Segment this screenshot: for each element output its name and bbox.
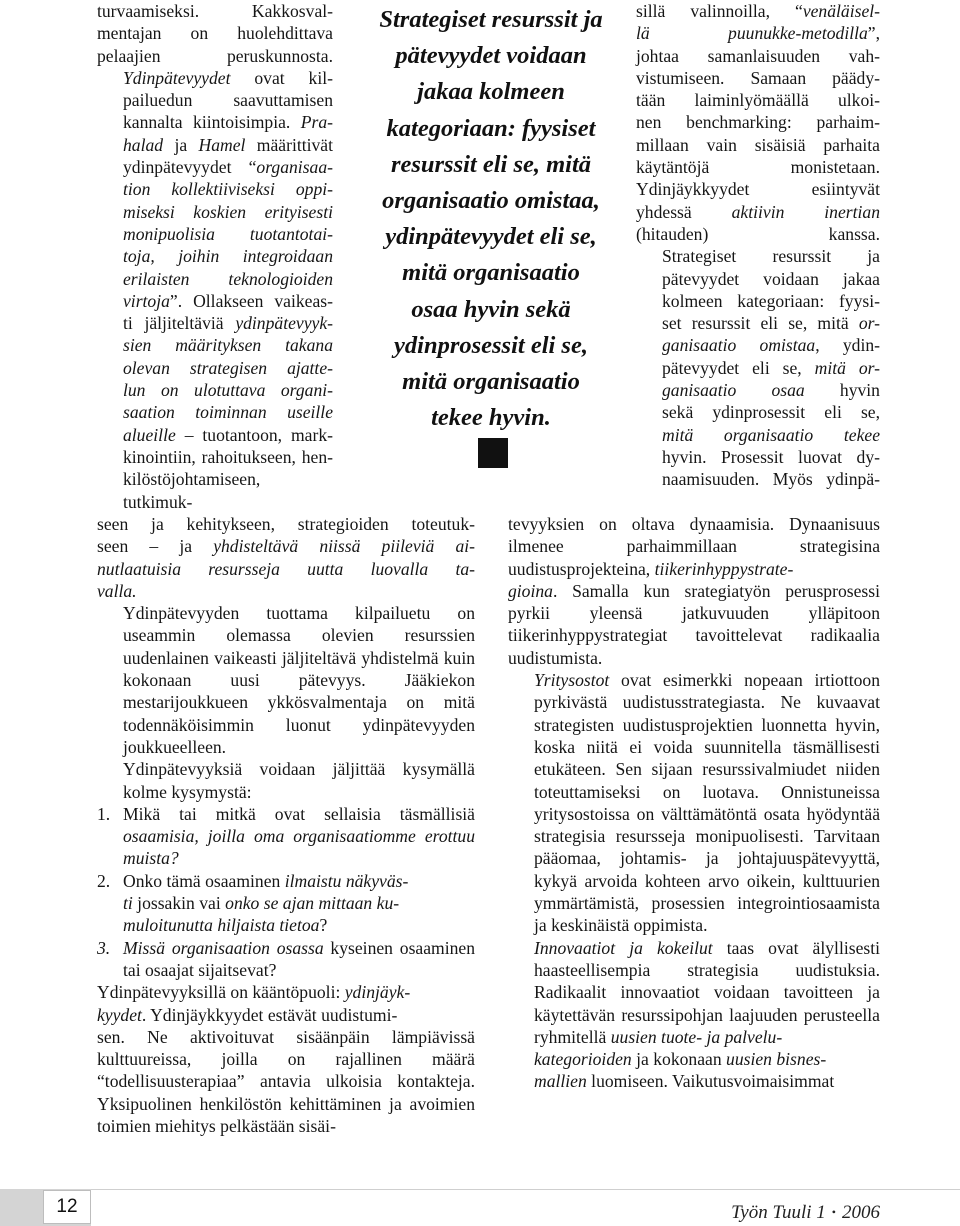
text-run: kolmeen kategoriaan: fyysi-	[662, 290, 880, 311]
italic-text: ti	[123, 893, 133, 914]
text-run: naamisuuden. Myös ydinpä-	[662, 469, 880, 490]
list-item	[97, 937, 475, 982]
pull-quote-line: pätevyydet voidaan	[395, 42, 587, 70]
paragraph: Ydinpätevyyden tuottama kilpailuetu on useammin olemassa olevien resurssien uudenlainen vaikeasti jäljiteltävä yhdistelmä kuin kokonaan uusi pätevyys. Jääkiekon mestarijoukkueen ykkösvalmentaja on mitä todennäköisimmin luonut ydinpätevyyden joukkueelleen.	[123, 603, 475, 757]
left-wide-column	[97, 513, 475, 1137]
text-run: tään laiminlyömäällä ulkoi-	[636, 90, 880, 111]
text-run: ja kokonaan	[631, 1049, 727, 1070]
italic-text: ydinpätevyyk-	[235, 313, 333, 334]
issue-number: 1	[816, 1202, 826, 1223]
text-run: pätevyydet voidaan jakaa	[662, 268, 880, 289]
text-run: yhdessä	[636, 201, 732, 222]
text-run: ”,	[867, 23, 880, 44]
text-run: – tuotantoon, mark-	[175, 424, 333, 445]
text-run: . Samalla kun srategiatyön perusprosessi pyrkii yleensä jatkuvuuden ylläpitoon tiikerinhyppystrategiat tavoittelevat radikaalia uudistumista.	[508, 580, 880, 668]
italic-text: erilaisten teknologioiden	[123, 268, 333, 289]
text-run: kinointiin, rahoitukseen, hen-	[123, 446, 333, 467]
text-run: ydinpätevyydet “	[123, 157, 257, 178]
italic-text: miseksi koskien erityisesti	[123, 201, 333, 222]
text-line: pelaajien peruskunnosta.	[97, 45, 333, 66]
magazine-footer	[731, 1200, 880, 1225]
italic-text: uusien tuote- ja palvelu-	[610, 1026, 783, 1047]
text-run: Onko tämä osaaminen	[123, 870, 285, 891]
text-run: kannalta kiintoisimpia.	[123, 112, 301, 133]
text-run: kyseinen osaaminen tai osaajat sijaitsevat?	[123, 937, 476, 980]
italic-text: ilmaistu näkyväs-	[284, 870, 409, 891]
italic-text: Ydinpätevyydet	[123, 67, 231, 88]
pull-quote-line: osaa hyvin sekä	[411, 295, 571, 323]
list-item	[97, 803, 475, 870]
italic-text: mitä or-	[814, 357, 881, 378]
text-run: seen – ja	[97, 536, 214, 557]
text-run: sen. Ne aktivoituvat sisäänpäin lämpiävissä kulttuureissa, joilla on rajallinen määrä “todellisuusterapiaa” antavia ulkoisia kontakteja. Yksipuolinen henkilöstön kehittäminen ja avoimien toimien miehitys pelkästään sisäi-	[97, 1026, 475, 1137]
italic-text: Missä organisaation osassa	[123, 937, 324, 958]
italic-text: monipuolisia tuotantotai-	[123, 223, 333, 244]
text-run: , ydin-	[815, 335, 880, 356]
text-run: hyvin. Prosessit luovat dy-	[662, 446, 880, 467]
pull-quote	[356, 2, 626, 436]
pull-quote-line: tekee hyvin.	[431, 404, 551, 432]
italic-text: ydinjäyk-	[344, 982, 411, 1003]
italic-text: Yritysostot	[534, 670, 610, 691]
text-run: Ydinjäykkyydet esiintyvät	[636, 179, 880, 200]
text-run: tevyyksien on oltava dynaamisia. Dynaanisuus ilmenee parhaimmillaan strategisina uudistusprojekteina,	[508, 514, 880, 579]
list-item	[97, 870, 475, 937]
text-run: määrittivät	[245, 134, 333, 155]
italic-text: halad	[123, 134, 164, 155]
paragraph	[97, 0, 333, 67]
text-line: turvaamiseksi. Kakkosval-	[97, 1, 333, 21]
pull-quote-line: ydinprosessit eli se,	[394, 331, 588, 359]
italic-text: Hamel	[198, 134, 246, 155]
list-number: 3.	[97, 937, 111, 958]
paragraph	[97, 513, 475, 602]
end-mark-square	[478, 438, 508, 468]
paragraph	[508, 513, 880, 669]
italic-text: ganisaatio omistaa	[662, 335, 816, 356]
paragraph	[97, 67, 333, 513]
text-run: Ydinpätevyyksillä on kääntöpuoli:	[97, 982, 345, 1003]
year: 2006	[842, 1202, 880, 1223]
paragraph	[636, 245, 880, 490]
text-run: (hitauden) kanssa.	[636, 223, 880, 244]
text-run: ovat esimerkki nopeaan irtiottoon pyrkivästä uudistusstrategiasta. Ne kuvaavat strategisten uudistusprojektien luonnetta hyvin, koska niitä ei voida suunnitella täsmällisesti etukäteen. Sen sijaan resurssivalmiudet niiden toteuttamiseksi on luotava. Onnistuneissa yritysostoissa on välttämätöntä osata hyödyntää strategisia resursseja monipuolisesti. Tarvitaan pääomaa, johtamis- ja johtajuuspätevyyttä, kykyä arvoida kohteen arvo oikein, kulttuurien ymmärtämistä, prosessien integrointiosaamista ja keskinäistä oppimista.	[534, 670, 880, 936]
italic-text: uusien bisnes-	[726, 1049, 827, 1070]
list-number: 1.	[97, 803, 111, 824]
italic-text: muloitunutta hiljaista tietoa	[123, 915, 320, 936]
text-run: käytäntöjä monistetaan.	[636, 157, 880, 178]
bullet: •	[831, 1205, 836, 1219]
italic-text: olevan strategisen ajatte-	[123, 357, 333, 378]
italic-text: Pra-	[300, 112, 333, 133]
text-run: seen ja kehitykseen, strategioiden toteutuk-	[97, 514, 475, 534]
italic-text: lun on ulotuttava organi-	[123, 380, 333, 401]
italic-text: sien määrityksen takana	[123, 335, 333, 356]
text-run: ?	[319, 915, 328, 936]
text-run: pailuedun saavuttamisen	[123, 90, 333, 111]
italic-text: gioina	[508, 580, 553, 601]
text-run: millaan vain sisäisiä parhaita	[636, 134, 880, 155]
italic-text: saation toiminnan useille	[123, 402, 333, 423]
pull-quote-line: resurssit eli se, mitä	[390, 150, 592, 178]
italic-text: kategorioiden	[534, 1049, 632, 1070]
italic-text: mitä organisaatio tekee	[662, 424, 880, 445]
left-column	[97, 0, 333, 513]
text-run: set resurssit eli se, mitä	[662, 313, 859, 334]
text-run: vistumiseen. Samaan päädy-	[636, 67, 880, 88]
text-run: taas ovat älyllisesti haasteellisempia strategisia uudistuksia. Radikaalit innovaatiot voidaan tavoitteen ja käytettävän resurssipohjan laajuuden perusteella ryhmitellä	[534, 937, 880, 1047]
italic-text: tiikerinhyppystrate-	[654, 558, 794, 579]
italic-text: ganisaatio osaa	[662, 380, 805, 401]
text-run: kilöstöjohtamiseen, tutkimuk-	[123, 469, 261, 512]
pull-quote-line: jakaa kolmeen	[417, 78, 565, 106]
pull-quote-line: Strategiset resurssit ja	[379, 6, 603, 33]
text-line: mentajan on huolehdittava	[97, 23, 333, 44]
italic-text: organisaa-	[256, 157, 333, 178]
italic-text: virtoja	[123, 290, 170, 311]
italic-text: nutlaatuisia resursseja uutta luovalla ta-	[97, 558, 475, 579]
list-text-italic: osaamisia, joilla oma organisaatiomme erottuu muista?	[123, 826, 475, 869]
text-run: ja	[163, 134, 199, 155]
paragraph: Ydinpätevyyksiä voidaan jäljittää kysymällä kolme kysymystä:	[123, 759, 475, 802]
italic-text: kyydet	[97, 1004, 142, 1025]
pull-quote-line: mitä organisaatio	[402, 368, 580, 396]
text-run: jossakin vai	[132, 893, 226, 914]
list-text	[123, 938, 475, 980]
text-run: . Ydinjäykkyydet estävät uudistumi-	[141, 1004, 398, 1025]
italic-text: Innovaatiot ja kokeilut	[534, 937, 713, 958]
text-run: pätevyydet eli se,	[662, 357, 815, 378]
italic-text: valla.	[97, 580, 137, 601]
text-run: johtaa samanlaisuuden vah-	[636, 45, 880, 66]
list-text	[123, 871, 408, 936]
text-run: sekä ydinprosessit eli se,	[662, 402, 880, 423]
pull-quote-line: organisaatio omistaa,	[382, 187, 600, 215]
italic-text: yhdisteltävä niissä piileviä ai-	[213, 536, 475, 557]
italic-text: or-	[858, 313, 880, 334]
list-text: Mikä tai mitkä ovat sellaisia täsmällisiä	[123, 803, 475, 824]
footer-rule	[91, 1189, 960, 1190]
text-run: nen benchmarking: parhaim-	[636, 112, 880, 133]
page-number: 12	[43, 1190, 91, 1224]
italic-text: venäläisel-	[802, 1, 880, 21]
italic-text: lä puunukke-metodilla	[636, 23, 868, 44]
italic-text: toja, joihin integroidaan	[123, 246, 333, 267]
list-number: 2.	[97, 870, 111, 891]
italic-text: alueille	[123, 424, 176, 445]
italic-text: onko se ajan mittaan ku-	[225, 893, 400, 914]
paragraph	[636, 0, 880, 245]
text-run: ti jäljiteltäviä	[123, 313, 236, 334]
text-run: ”. Ollakseen vaikeas-	[169, 290, 333, 311]
pull-quote-line: mitä organisaatio	[402, 259, 580, 287]
pull-quote-line: ydinpätevyydet eli se,	[385, 223, 597, 251]
italic-text: tion kollektiiviseksi oppi-	[123, 179, 333, 200]
pull-quote-line: kategoriaan: fyysiset	[386, 114, 596, 142]
paragraph	[97, 981, 475, 1137]
text-run: Strategiset resurssit ja	[662, 246, 880, 267]
paragraph	[508, 669, 880, 937]
text-run: ovat kil-	[230, 67, 333, 88]
italic-text: aktiivin inertian	[731, 201, 880, 222]
right-top-column	[636, 0, 880, 491]
right-wide-column	[508, 513, 880, 1093]
magazine-name: Työn Tuuli	[731, 1202, 812, 1223]
text-run: sillä valinnoilla, “	[636, 1, 803, 21]
italic-text: mallien	[534, 1071, 587, 1092]
paragraph	[508, 937, 880, 1093]
text-run: luomiseen. Vaikutusvoimaisimmat	[586, 1071, 835, 1092]
text-run: hyvin	[804, 380, 880, 401]
